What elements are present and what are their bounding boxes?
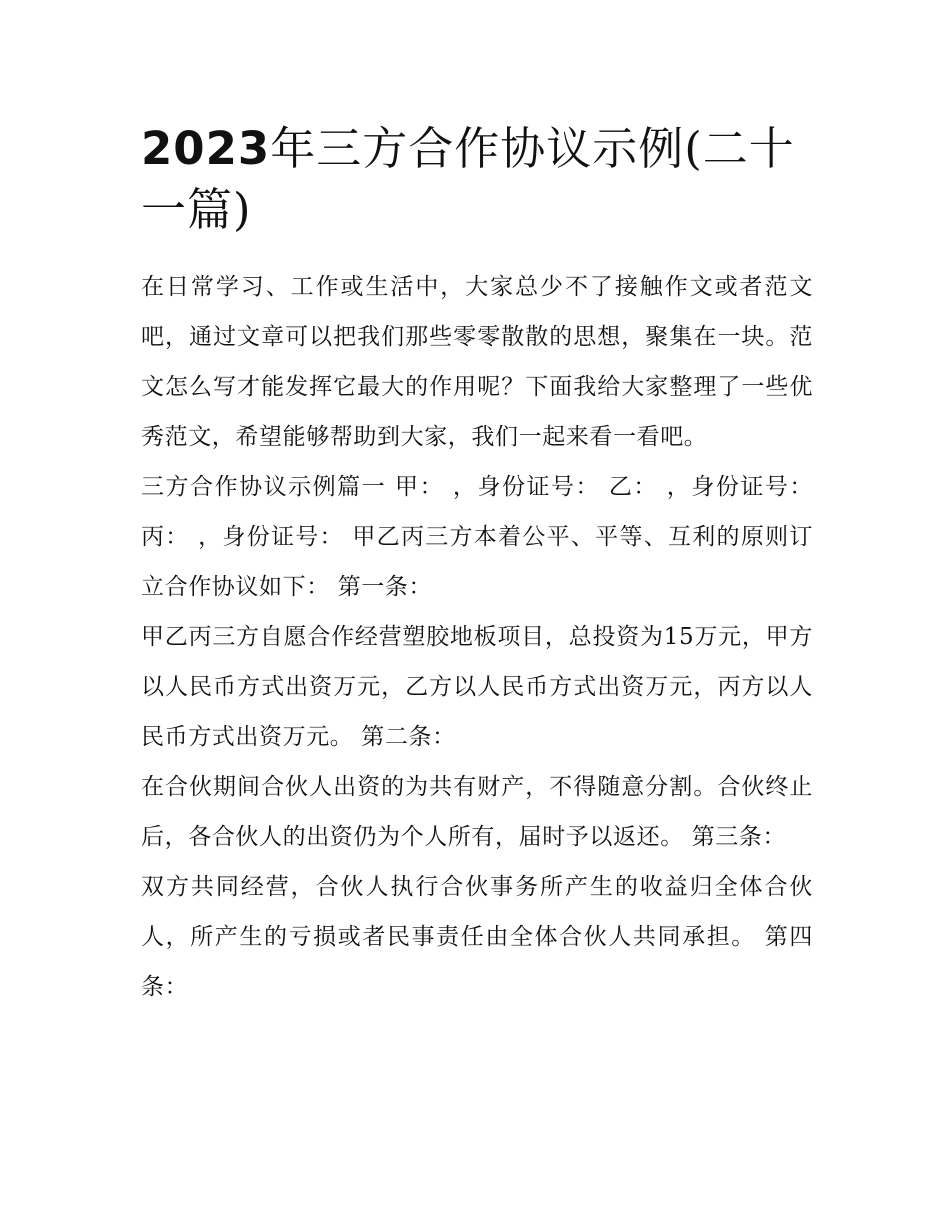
article-2-paragraph: 在合伙期间合伙人出资的为共有财产，不得随意分割。合伙终止后，各合伙人的出资仍为个人所有，届时予以返还。 第三条： (141, 774, 813, 850)
document-body (141, 262, 813, 1012)
document-title (141, 118, 813, 240)
intro-paragraph: 在日常学习、工作或生活中，大家总少不了接触作文或者范文吧，通过文章可以把我们那些零零散散的思想，聚集在一块。范文怎么写才能发挥它最大的作用呢？下面我给大家整理了一些优秀范文，希望能够帮助到大家，我们一起来看一看吧。 (141, 274, 813, 450)
parties-paragraph: 三方合作协议示例篇一 甲： ，身份证号： 乙： ，身份证号： 丙： ，身份证号： 甲乙丙三方本着公平、平等、互利的原则订立合作协议如下： 第一条： (141, 474, 813, 600)
title-year: 2023 (141, 122, 271, 175)
document-page (141, 118, 813, 1012)
article-1-paragraph: 甲乙丙三方自愿合作经营塑胶地板项目，总投资为15万元，甲方以人民币方式出资万元，乙方以人民币方式出资万元，丙方以人民币方式出资万元。 第二条： (141, 624, 813, 750)
title-text: 年三方合作协议示例(二十一篇) (141, 122, 795, 236)
article-3-paragraph: 双方共同经营，合伙人执行合伙事务所产生的收益归全体合伙人，所产生的亏损或者民事责任由全体合伙人共同承担。 第四条： (141, 874, 813, 1000)
